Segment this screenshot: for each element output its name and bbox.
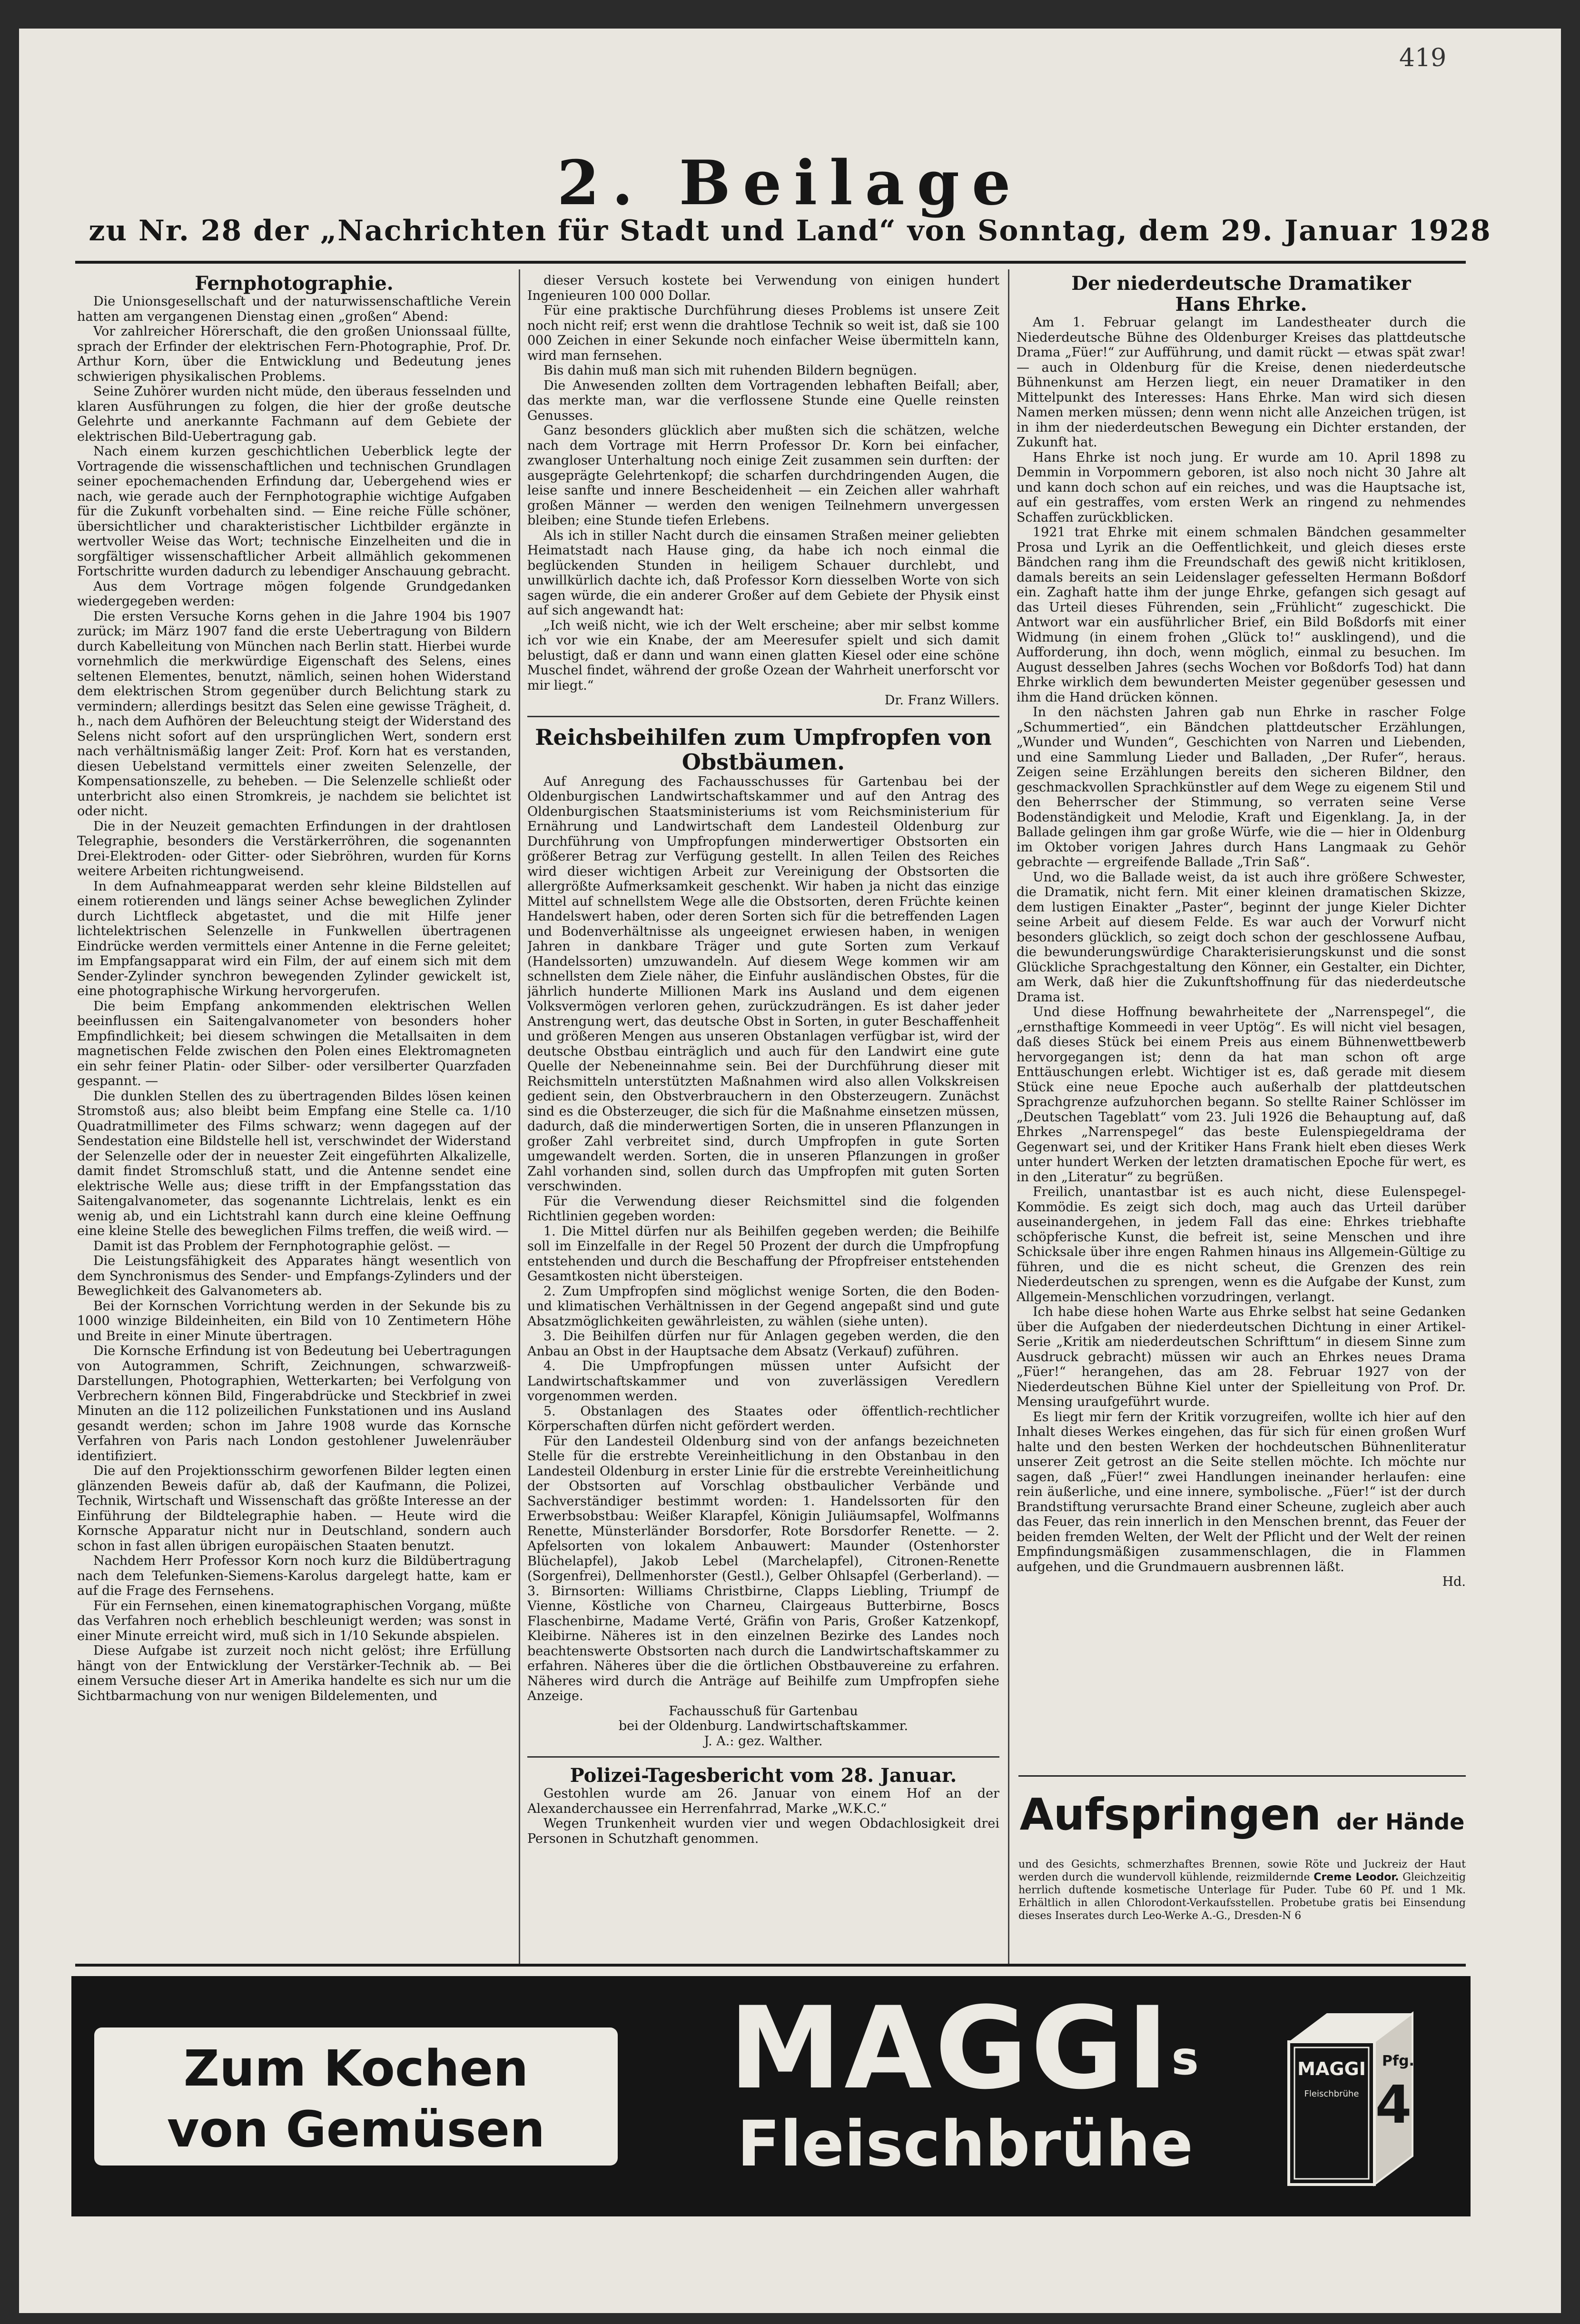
ad-headline <box>1018 1786 1466 1850</box>
column-middle <box>527 273 999 1960</box>
cube-unit: Pfg. <box>1382 2053 1414 2069</box>
article-paragraph: Seine Zuhörer wurden nicht müde, den überaus fesselnden und klaren Ausführungen zu folgen, die hier der große deutsche Gelehrte und anerkannte Fachmann auf dem Gebiete der elektrischen Bild-Uebertragung gab. <box>77 384 511 444</box>
article-fernphotographie <box>77 273 511 1968</box>
article-paragraph: dieser Versuch kostete bei Verwendung von einigen hundert Ingenieuren 100 000 Dollar. <box>527 273 999 303</box>
ad-slogan-box <box>94 2027 618 2166</box>
article-paragraph: Aus dem Vortrage mögen folgende Grundgedanken wiedergegeben werden: <box>77 579 511 609</box>
article-hans-ehrke <box>1017 273 1466 1763</box>
article-paragraph: „Ich weiß nicht, wie ich der Welt erscheine; aber mir selbst komme ich vor wie ein Knabe, der am Meeresufer spielt und sich damit belustigt, daß er dann und wann einen glatten Kiesel oder eine schöne Muschel findet, während der große Ozean der Wahrheit unerforscht vor mir liegt.“ <box>527 618 999 693</box>
article-paragraph: Nach einem kurzen geschichtlichen Ueberblick legte der Vortragende die wissenschaftlichen und technischen Grundlagen seiner epochemachenden Erfindung dar, Uebergehend wies er nach, wie gerade auch der Fernphotographie wichtige Aufgaben für die Zukunft vorbehalten sind. — Eine reiche Fülle schöner, übersichtlicher und charakteristischer Lichtbilder ergänzte in wertvoller Weise das Wort; technische Einzelheiten und die in sorgfältiger wissenschaftlicher Arbeit allmählich gekommenen Fortschritte wurden dadurch zu lebendiger Anschauung gebracht. <box>77 444 511 579</box>
article-paragraph: Diese Aufgabe ist zurzeit noch nicht gelöst; ihre Erfüllung hängt von der Entwicklung der Verstärker-Technik ab. — Bei einem Versuche dieser Art in Amerika handelte es sich nur um die Sichtbarmachung von nur wenigen Bildelementen, und <box>77 1643 511 1703</box>
section-divider <box>527 716 999 717</box>
article-paragraph: Und, wo die Ballade weist, da ist auch ihre größere Schwester, die Dramatik, nicht fern. Mit einer kleinen dramatischen Skizze, dem lustigen Einakter „Paster“, beginnt der junge Kieler Dichter seine Arbeit auf diesem Felde. Es war auch der Vorwurf nicht besonders glücklich, so zeigt doch schon der geschlossene Aufbau, die bewunderungswürdige Charakterisierungskunst und die sonst Glückliche Sprachgestaltung den Könner, ein Gestalter, ein Dichter, am Werk, daß hier die Zukunftshoffnung für das niederdeutsche Drama ist. <box>1017 870 1466 1005</box>
article-paragraph: In dem Aufnahmeapparat werden sehr kleine Bildstellen auf einem rotierenden und längs seiner Achse beweglichen Zylinder durch Lichtfleck abgetastet, und die mit Hilfe jener lichtelektrischen Selenzelle in Funkwellen übertragenen Eindrücke werden vermittels einer Antenne in die Ferne geleitet; im Empfangsapparat wird ein Film, der auf einem sich mit dem Sender-Zylinder synchron bewegenden Zylinder gewickelt ist, eine photographische Wirkung hervorgerufen. <box>77 879 511 999</box>
article-paragraph: Wegen Trunkenheit wurden vier und wegen Obdachlosigkeit drei Personen in Schutzhaft genommen. <box>527 1816 999 1846</box>
article-paragraph: Die auf den Projektionsschirm geworfenen Bilder legten einen glänzenden Beweis dafür ab, daß der Kaufmann, die Polizei, Technik, Wirtschaft und Wissenschaft das größte Interesse an der Einführung der Bildtelegraphie haben. — Heute wird die Kornsche Apparatur nicht nur in Deutschland, sondern auch schon in fast allen übrigen europäischen Staaten benutzt. <box>77 1464 511 1553</box>
article-paragraph: 3. Die Beihilfen dürfen nur für Anlagen gegeben werden, die den Anbau an Obst in der Hauptsache dem Absatz (Verkauf) zuführen. <box>527 1329 999 1359</box>
article-paragraph: Bis dahin muß man sich mit ruhenden Bildern begnügen. <box>543 363 917 378</box>
article-paragraph: 5. Obstanlagen des Staates oder öffentlich-rechtlicher Körperschaften dürfen nicht gefördert werden. <box>527 1404 999 1434</box>
ad-body <box>1018 1858 1466 1922</box>
article-paragraph: Nachdem Herr Professor Korn noch kurz die Bildübertragung nach dem Telefunken-Siemens-Karolus dargelegt hatte, kam er auf die Frage des Fernsehens. <box>77 1553 511 1598</box>
advertisement-maggi <box>71 1976 1471 2216</box>
article-paragraph: Als ich in stiller Nacht durch die einsamen Straßen meiner geliebten Heimatstadt nach Hause ging, da habe ich noch einmal die beglückenden Stunden in heiligem Schauer durchlebt, und unwillkürlich dachte ich, daß Professor Korn diesselben Worte von sich sagen würde, die ein anderer Großer auf dem Gebiete der Physik einst auf sich angewandt hat: <box>527 528 999 618</box>
article-body <box>527 1786 999 1846</box>
article-paragraph: 4. Die Umpfropfungen müssen unter Aufsicht der Landwirtschaftskammer und von zuverlässigen Veredlern vorgenommen werden. <box>527 1359 999 1404</box>
article-heading: Der niederdeutsche Dramatiker <box>1071 273 1411 295</box>
article-paragraph: In den nächsten Jahren gab nun Ehrke in rascher Folge „Schummertied“, ein Bändchen plattdeutscher Erzählungen, „Wunder und Wunden“, Geschichten von Narren und Liebenden, und eine Sammlung Lieder und Balladen, „Der Rufer“, heraus. Zeigen seine Erzählungen bereits den sicheren Bildner, den geschmackvollen Sprachkünstler auf dem Wege zu eigenem Stil und den Beherrscher der Stimmung, so verraten seine Verse Bodenständigkeit und Melodie, Kraft und Eigenklang. Ja, in der Ballade gelingen ihm gar große Würfe, wie die — hier in Oldenburg im Oktober vorigen Jahres durch Hans Langmaak zu Gehör gebrachte — ergreifende Ballade „Trin Saß“. <box>1017 705 1466 870</box>
supplement-subtitle: zu Nr. 28 der „Nachrichten für Stadt und Land“ von Sonntag, dem 29. Januar 1928 <box>89 214 1491 247</box>
page-number: 419 <box>1399 44 1447 72</box>
article-paragraph: Hans Ehrke ist noch jung. Er wurde am 10. April 1898 zu Demmin in Vorpommern geboren, ist also noch nicht 30 Jahre alt und kann doch schon auf ein reiches, und was die Hauptsache ist, auf ein gestraffes, vom ersten Werk an ringend zu nehmendes Schaffen zurückblicken. <box>1017 450 1466 525</box>
article-paragraph: 2. Zum Umpfropfen sind möglichst wenige Sorten, die den Boden- und klimatischen Verhältnissen in der Gegend angepaßt sind und gute Absatzmöglichkeiten gewährleisten, zu wählen (siehe unten). <box>527 1284 999 1329</box>
article-paragraph: 1921 trat Ehrke mit einem schmalen Bändchen gesammelter Prosa und Lyrik an die Oeffentlichkeit, und gleich dieses erste Bändchen rang ihm die Freundschaft des gewiß nicht kritiklosen, damals bereits an sein Leidenslager gefesselten Hermann Boßdorf ein. Zaghaft hatte ihm der junge Ehrke, gefangen sich gesagt auf das Urteil dieses Führenden, sein „Frühlicht“ zugeschickt. Die Antwort war ein ausführlicher Brief, ein Bild Boßdorfs mit einer Widmung (in einem frohen „Glück to!“ ausklingend), und die Aufforderung, ihn doch, wenn möglich, einmal zu besuchen. Im August desselben Jahres (sechs Wochen vor Boßdorfs Tod) hat dann Ehrke wirklich dem bewunderten Meister gegenüber gesessen und ihm die Hand drücken können. <box>1017 525 1466 705</box>
ad-product-name: Creme Leodor. <box>1313 1871 1399 1883</box>
article-signature: Hd. <box>1442 1574 1466 1589</box>
article-paragraph: Für die Verwendung dieser Reichsmittel sind die folgenden Richtlinien gegeben worden: <box>527 1194 999 1224</box>
article-paragraph: Die Leistungsfähigkeit des Apparates hängt wesentlich von dem Synchronismus des Sender- und Empfangs-Zylinders und der Beweglichkeit des Galvanometers ab. <box>77 1254 511 1298</box>
ad-slogan-line: Zum Kochen <box>183 2039 529 2097</box>
article-paragraph: Damit ist das Problem der Fernphotographie gelöst. — <box>93 1238 451 1254</box>
header-rule <box>75 261 1466 264</box>
ad-headline-main: Aufspringen <box>1019 1789 1322 1840</box>
article-paragraph: Für ein Fernsehen, einen kinematographischen Vorgang, müßte das Verfahren noch erheblich beschleunigt werden; was sonst in einer Minute erreicht wird, muß sich in 1/10 Sekunde abspielen. <box>77 1598 511 1643</box>
article-paragraph: Und diese Hoffnung bewahrheitete der „Narrenspegel“, die „ernsthaftige Kommeedi in veer Uptög“. Es will nicht viel besagen, daß dieses Stück bei einem Preis aus einem Bühnenwettbewerb hervorgegangen ist; denn da hat man schon oft arge Enttäuschungen erlebt. Wichtiger ist es, daß gerade mit diesem Stück eine neue Epoche auch außerhalb der plattdeutschen Sprachgrenze aufzuhorchen begann. So stellte Rainer Schlösser im „Deutschen Tageblatt“ vom 23. Juli 1926 die Behauptung auf, daß Ehrkes „Narrenspegel“ das beste Eulenspiegeldrama der Gegenwart sei, und der Kritiker Hans Frank hielt eben dieses Werk unter hundert Werken der letzten dramatischen Epoche für wert, es in den „Literatur“ zu begrüßen. <box>1017 1005 1466 1185</box>
article-heading: Hans Ehrke. <box>1175 293 1307 316</box>
ad-slogan-line: von Gemüsen <box>167 2100 545 2158</box>
article-signature <box>527 1704 999 1749</box>
article-paragraph: J. A.: gez. Walther. <box>704 1733 823 1749</box>
article-paragraph: Bei der Kornschen Vorrichtung werden in der Sekunde bis zu 1000 winzige Bildeinheiten, ein Bild von 10 Zentimetern Höhe und Breite in einer Minute übertragen. <box>77 1298 511 1344</box>
column-divider <box>519 269 520 1964</box>
article-paragraph: Die Kornsche Erfindung ist von Bedeutung bei Uebertragungen von Autogrammen, Schrift, Zeichnungen, schwarzweiß-Darstellungen, Photographien, Wetterkarten; bei Verfolgung von Verbrechern können Bild, Fingerabdrücke und Steckbrief in zwei Minuten an die 112 polizeilichen Funkstationen und ins Ausland gesandt werden; schon im Jahre 1908 wurde das Kornsche Verfahren von Paris nach London gestohlener Juwelenräuber identifiziert. <box>77 1344 511 1464</box>
article-heading: Reichsbeihilfen zum Umpfropfen von Obstbäumen. <box>535 724 992 775</box>
article-heading: Fernphotographie. <box>195 273 394 295</box>
article-signature: Dr. Franz Willers. <box>884 693 999 708</box>
article-continuation <box>527 273 999 693</box>
article-paragraph: bei der Oldenburg. Landwirtschaftskammer. <box>618 1719 908 1733</box>
article-heading: Polizei-Tagesbericht vom 28. Januar. <box>570 1764 957 1787</box>
article-body <box>1017 315 1466 1574</box>
ad-text: und des Gesichts, schmerzhaftes Brennen, sowie Röte und Juckreiz der Haut werden durch die wundervoll kühlende, reizmildernde <box>1018 1859 1466 1883</box>
ad-headline-small: der Hände <box>1336 1809 1465 1835</box>
article-body <box>527 774 999 1704</box>
article-paragraph: Für eine praktische Durchführung dieses Problems ist unsere Zeit noch nicht reif; erst wenn die drahtlose Technik so weit ist, daß sie 100 000 Zeichen in einer Sekunde noch einfacher Weise übermitteln kann, wird man fernsehen. <box>527 303 999 363</box>
article-paragraph: Die ersten Versuche Korns gehen in die Jahre 1904 bis 1907 zurück; im März 1907 fand die erste Uebertragung von Bildern durch Kabelleitung von München nach Berlin statt. Hierbei wurde vornehmlich die merkwürdige Eigenschaft des Selens, eines seltenen Elementes, benutzt, nämlich, seinen hohen Widerstand dem elektrischen Strom gegenüber durch Belichtung stark zu vermindern; allerdings besitzt das Selen eine gewisse Trägheit, d. h., nach dem Aufhören der Beleuchtung steigt der Widerstand des Selens nicht sofort auf den ursprünglichen Wert, sondern erst nach verhältnismäßig langer Zeit: Prof. Korn hat es verstanden, diesen Uebelstand vermittels einer zweiten Selenzelle, der Kompensationszelle, zu beheben. — Die Selenzelle schließt oder unterbricht also einen Stromkreis, je nachdem sie belichtet ist oder nicht. <box>77 609 511 819</box>
article-paragraph: 1. Die Mittel dürfen nur als Beihilfen gegeben werden; die Beihilfe soll im Einzelfalle in der Regel 50 Prozent der durch die Umpfropfung entstehenden und durch die Beschaffung der Pfropfreiser entstehenden Gesamtkosten nicht übersteigen. <box>527 1224 999 1284</box>
article-paragraph: Auf Anregung des Fachausschusses für Gartenbau bei der Oldenburgischen Landwirtschaftskammer und auf den Antrag des Oldenburgischen Staatsministeriums ist vom Reichsministerium für Ernährung und Landwirtschaft dem Landesteil Oldenburg zur Durchführung von Umpfropfungen minderwertiger Obstsorten ein größerer Betrag zur Verfügung gestellt. In allen Teilen des Reiches wird dieser wichtigen Arbeit zur Vereinigung der Obstsorten die allergrößte Aufmerksamkeit geschenkt. Wir haben ja nicht das einzige Mittel auf schnellstem Wege alle die Obstsorten, deren Früchte keinen Handelswert haben, oder deren Sorten sich für die betreffenden Lagen und Bodenverhältnisse als ungeeignet erwiesen haben, in wenigen Jahren in dankbare Träger und gute Sorten zum Verkauf (Handelssorten) umzuwandeln. Auf diesem Wege kommen wir am schnellsten dem Ziele näher, die Einfuhr ausländischen Obstes, für die jährlich hunderte Millionen Mark ins Ausland und dem eigenen Volksvermögen verloren gehen, zurückzudrängen. Es ist daher jeder Anstrengung wert, das deutsche Obst in Sorten, in guter Beschaffenheit und größeren Mengen aus unseren Obstanlagen verfügbar ist, wird der deutsche Obstbau einträglich und auch für den Landwirt eine gute Quelle der Nebeneinnahme sein. Bei der Durchführung dieser mit Reichsmitteln unterstützten Maßnahmen wird also allen Volkskreisen gedient sein, den Obstverbrauchern in den Obsterzeugern. Zunächst sind es die Obsterzeuger, die sich für die Maßnahme einsetzen müssen, dadurch, daß die minderwertigen Sorten, die in unseren Pflanzungen in großer Zahl verbreitet sind, durch Umpfropfen in gute Sorten umgewandelt werden. Sorten, die in unseren Pflanzungen in großer Zahl vorhanden sind, sollen durch das Umpfropfen mit guten Sorten verschwinden. <box>527 774 999 1194</box>
article-paragraph: Vor zahlreicher Hörerschaft, die den großen Unionssaal füllte, sprach der Erfinder der elektrischen Fern-Photographie, Prof. Dr. Arthur Korn, über die Entwicklung und Bedeutung jenes schwierigen physikalischen Problems. <box>77 324 511 384</box>
column-divider <box>1008 269 1009 1964</box>
article-paragraph: Ich habe diese hohen Warte aus Ehrke selbst hat seine Gedanken über die Aufgaben der niederdeutschen Dichtung in einer Artikel-Serie „Kritik am niederdeutschen Schrifttum“ in diesem Sinne zum Ausdruck gebracht) müssen wir auch an Ehrkes neues Drama „Füer!“ herangehen, das am 28. Februar 1927 von der Niederdeutschen Bühne Kiel unter der Spielleitung von Prof. Dr. Mensing uraufgeführt wurde. <box>1017 1305 1466 1409</box>
section-divider <box>527 1756 999 1758</box>
cube-price: 4 <box>1375 2074 1412 2135</box>
article-paragraph: Fachausschuß für Gartenbau <box>669 1703 858 1719</box>
cube-label: MAGGI <box>1297 2058 1366 2079</box>
brand-name: MAGGI <box>729 1983 1172 2115</box>
article-body <box>77 294 511 1703</box>
article-paragraph: Die Anwesenden zollten dem Vortragenden lebhaften Beifall; aber, das merkte man, war die verflossene Stunde eine Quelle reinsten Genusses. <box>527 378 999 423</box>
article-paragraph: Die Unionsgesellschaft und der naturwissenschaftliche Verein hatten am vergangenen Dienstag einen „großen“ Abend: <box>77 294 511 324</box>
article-paragraph: Für den Landesteil Oldenburg sind von der anfangs bezeichneten Stelle für die erstrebte Vereinheitlichung in den Obstanbau in den Landesteil Oldenburg in erster Linie für die erstrebte Vereinheitlichung der Obstsorten auf Vorschlag obstbaulicher Verbände und Sachverständiger bestimmt worden: 1. Handelssorten für den Erwerbsobstbau: Weißer Klarapfel, Königin Juliäumsapfel, Wolfmanns Renette, Münsterländer Borsdorfer, Rote Borsdorfer Renette. — 2. Apfelsorten von lokalem Anbauwert: Maunder (Ostenhorster Blüchelapfel), Jakob Lebel (Marchelapfel), Citronen-Renette (Sorgenfrei), Dellmenhorster (Gestl.), Gelber Ohlsapfel (Gerberland). — 3. Birnsorten: Williams Christbirne, Clapps Liebling, Triumpf de Vienne, Köstliche von Charneu, Clairgeaus Butterbirne, Boscs Flaschenbirne, Madame Verté, Gräfin von Paris, Großer Katzenkopf, Kleibirne. Näheres ist in den einzelnen Bezirke des Landes noch beachtenswerte Obstsorten nach durch die Landwirtschaftskammer zu erfahren. Näheres über die die örtlichen Obstbauvereine zu erfahren. Näheres wird durch die Anträge auf Beihilfe zum Umpfropfen siehe Anzeige. <box>527 1434 999 1703</box>
ad-brand <box>703 1983 1227 2181</box>
article-paragraph: Freilich, unantastbar ist es auch nicht, diese Eulenspegel-Kommödie. Es zeigt sich doch, mag auch das Urteil darüber auseinandergehen, in jedem Fall das eine: Ehrkes triebhafte schöpferische Kunst, die befreit ist, seine Menschen und ihre Schicksale über ihre engen Rahmen hinaus ins Allgemein-Gültige zu führen, und die es nicht scheut, die Grenzen des rein Niederdeutschen zu sprengen, wenn es die Aufgabe der Kunst, zum Allgemein-Menschlichen vorzudringen, verlangt. <box>1017 1185 1466 1305</box>
supplement-title: 2. Beilage <box>557 148 1023 219</box>
advertisement-creme-leodor <box>1018 1775 1466 1922</box>
product-name: Fleischbrühe <box>737 2107 1194 2181</box>
article-paragraph: Ganz besonders glücklich aber mußten sich die schätzen, welche nach dem Vortrage mit Herrn Professor Dr. Korn bei einfacher, zwangloser Unterhaltung noch einige Zeit zusammen sein durften: der ausgeprägte Gelehrtenkopf; die scharfen durchdringenden Augen, die leise sanfte und innere Bescheidenheit — ein Zeichen aller wahrhaft großen Männer — werden den wenigen Teilnehmern unvergessen bleiben; eine Stunde tiefen Erlebens. <box>527 423 999 528</box>
ad-rule <box>75 1964 1466 1967</box>
article-paragraph: Es liegt mir fern der Kritik vorzugreifen, wollte ich hier auf den Inhalt dieses Werkes eingehen, das für sich für einen großen Wurf halte und den besten Werken der hochdeutschen Bühnenliteratur unserer Zeit getrost an die Seite stellen möchte. Ich möchte nur sagen, daß „Füer!“ zwei Handlungen ineinander herlaufen: eine rein äußerliche, und eine innere, symbolische. „Füer!“ ist der durch Brandstiftung verursachte Brand einer Scheune, zugleich aber auch das Feuer, das rein innerlich in den Menschen brennt, das Feuer der beiden fremden Welten, der Welt der Pflicht und der Welt der reinen Empfindungsmäßigen zusammenschlagen, die in Flammen aufgehen, und die Grundmauern ausbrennen läßt. <box>1017 1409 1466 1574</box>
maggi-cube-icon <box>1279 1999 1422 2189</box>
article-paragraph: Die dunklen Stellen des zu übertragenden Bildes lösen keinen Stromstoß aus; also bleibt beim Empfang eine Stelle ca. 1/10 Quadratmillimeter des Films schwarz; wenn dagegen auf der Sendestation eine Bildstelle hell ist, verschwindet der Widerstand der Selenzelle oder der in neuester Zeit eingeführten Alkalizelle, damit findet Stromschluß statt, und die Antenne sendet eine elektrische Welle aus; diese trifft in der Empfangsstation das Saitengalvanometer, das sogenannte Lichtrelais, lenkt es ein wenig ab, und ein Lichtstrahl kann durch eine kleine Oeffnung eine kleine Stelle des beweglichen Films treffen, die weiß wird. — <box>77 1088 511 1238</box>
brand-suffix: s <box>1171 2032 1202 2085</box>
article-paragraph: Die beim Empfang ankommenden elektrischen Wellen beeinflussen ein Saitengalvanometer von besonders hoher Empfindlichkeit; bei diesem schwingen die Metallsaiten in dem magnetischen Felde zwischen den Polen eines Elektromagneten ein sehr feiner Platin- oder Silber- oder versilberter Quarzfaden gespannt. — <box>77 999 511 1088</box>
cube-sublabel: Fleischbrühe <box>1304 2089 1359 2099</box>
article-paragraph: Gestohlen wurde am 26. Januar von einem Hof an der Alexanderchaussee ein Herrenfahrrad, Marke „W.K.C.“ <box>527 1786 999 1816</box>
ad-text: Gleichzeitig herrlich duftende kosmetische Unterlage für Puder. Tube 60 Pf. und 1 Mk. Erhältlich in allen Chlorodont-Verkaufsstellen. Probetube gratis bei Einsendung dieses Inserates durch Leo-Werke A.-G., Dresden-N 6 <box>1018 1871 1466 1922</box>
article-paragraph: Die in der Neuzeit gemachten Erfindungen in der drahtlosen Telegraphie, besonders die Verstärkerröhren, die sogenannten Drei-Elektroden- oder Gitter- oder Siebröhren, wurden für Korns weitere Arbeiten richtungweisend. <box>77 819 511 879</box>
article-paragraph: Am 1. Februar gelangt im Landestheater durch die Niederdeutsche Bühne des Oldenburger Kreises das plattdeutsche Drama „Füer!“ zur Aufführung, und damit rückt — etwas spät zwar! — auch in Oldenburg für die Kreise, denen niederdeutsche Bühnenkunst am Herzen liegt, ein neuer Dramatiker in den Mittelpunkt des Interesses: Hans Ehrke. Man wird sich diesen Namen merken müssen; denn wenn nicht alle Anzeichen trügen, ist in ihm der niederdeutschen Bewegung ein Dichter erstanden, der Zukunft hat. <box>1017 315 1466 450</box>
